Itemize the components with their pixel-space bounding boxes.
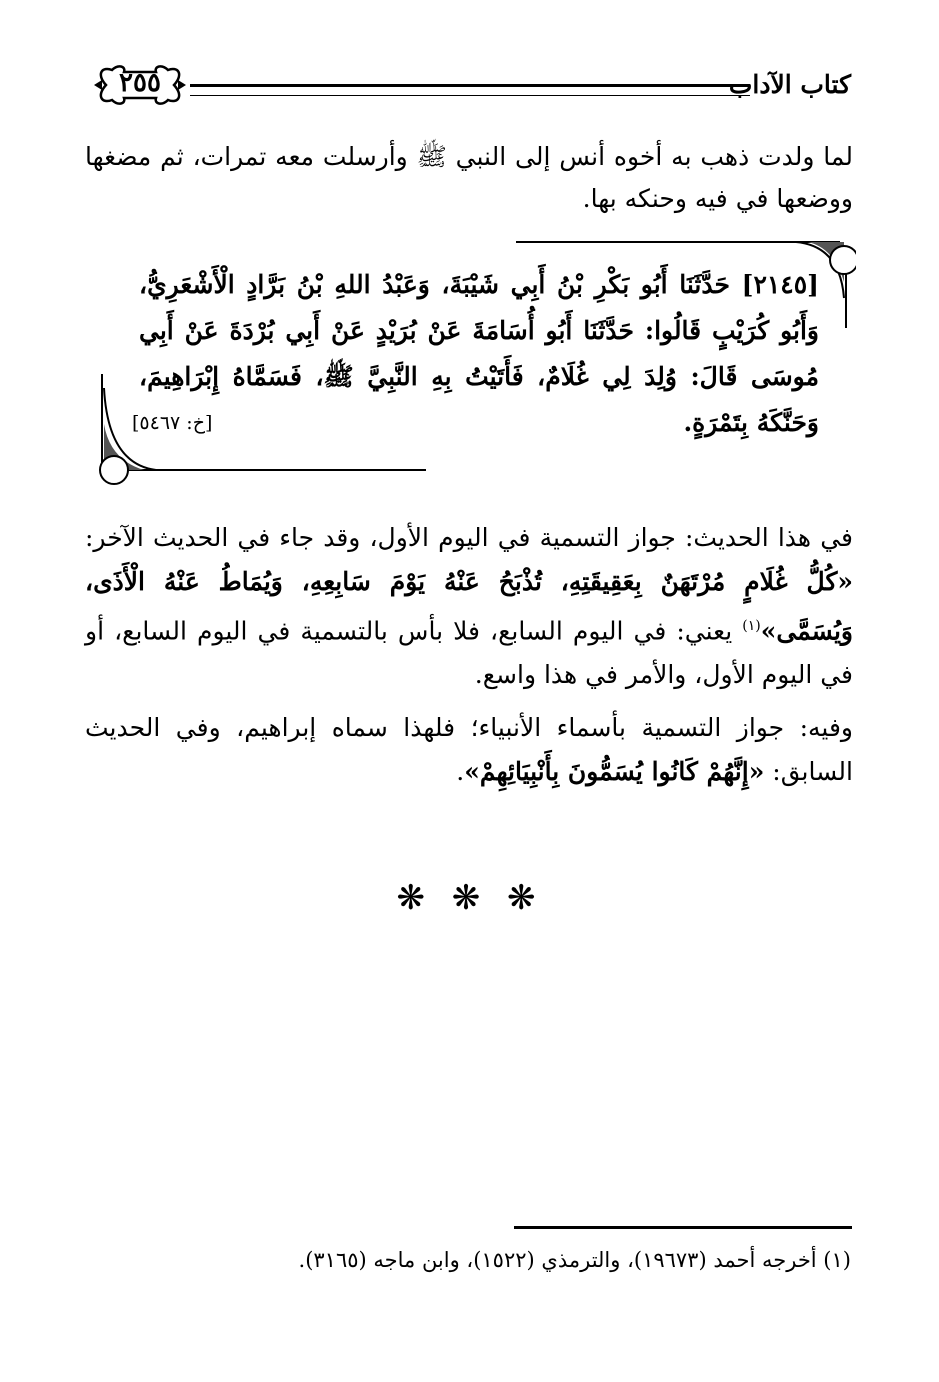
- footnote-marker: (١): [742, 618, 761, 634]
- page-number: ٢٥٥: [119, 68, 161, 98]
- commentary-text: وفيه: جواز التسمية بأسماء الأنبياء؛ فلهذا سماه إبراهيم، وفي الحديث السابق:: [85, 713, 853, 786]
- footnote: (١) أخرجه أحمد (١٩٦٧٣)، والترمذي (١٥٢٢)، وابن ماجه (٣١٦٥).: [298, 1248, 851, 1272]
- hadith-reference: [خ: ٥٤٦٧]: [132, 412, 213, 434]
- section-separator: ❋ ❋ ❋: [396, 878, 544, 918]
- commentary-text: في هذا الحديث: جواز التسمية في اليوم الأول، وقد جاء في الحديث الآخر:: [85, 523, 853, 552]
- commentary-text: يعني: في اليوم السابع، فلا بأس بالتسمية في اليوم السابع، أو في اليوم الأول، والأمر في هذا واسع.: [85, 616, 853, 690]
- hadith-text: [139, 262, 819, 446]
- hadith-number: [٢١٤٥]: [741, 270, 819, 299]
- hadith-quote: «إِنَّهُمْ كَانُوا يُسَمُّونَ بِأَنْبِيَائِهِمْ»: [464, 757, 765, 786]
- hadith-body: حَدَّثَنَا أَبُو بَكْرِ بْنُ أَبِي شَيْبَةَ، وَعَبْدُ اللهِ بْنُ بَرَّادٍ الْأَشْعَرِيُّ، وَأَبُو كُرَيْبٍ قَالُوا: حَدَّثَنَا أَبُو أُسَامَةَ عَنْ بُرَيْدٍ عَنْ أَبِي بُرْدَةَ عَنْ أَبِي مُوسَى قَالَ: وُلِدَ لِي غُلَامٌ، فَأَتَيْتُ بِهِ النَّبِيَّ ﷺ، فَسَمَّاهُ إِبْرَاهِيمَ، وَحَنَّكَهُ بِتَمْرَةٍ.: [139, 270, 819, 437]
- header-rule: [190, 84, 750, 96]
- footnote-rule: [514, 1226, 852, 1229]
- commentary-paragraph-1: [85, 516, 853, 697]
- intro-paragraph: لما ولدت ذهب به أخوه أنس إلى النبي ﷺ وأرسلت معه تمرات، ثم مضغها ووضعها في فيه وحنكه بها.: [85, 142, 853, 213]
- commentary-text: .: [456, 757, 465, 786]
- commentary-paragraph-2: [85, 706, 853, 794]
- chapter-title: كتاب الآداب: [728, 70, 851, 99]
- hadith-quote: «كُلُّ غُلَامٍ مُرْتَهَنٌ بِعَقِيقَتِهِ، تُذْبَحُ عَنْهُ يَوْمَ سَابِعِهِ، وَيُمَاطُ عَنْهُ الْأَذَى، وَيُسَمَّى»: [85, 567, 853, 646]
